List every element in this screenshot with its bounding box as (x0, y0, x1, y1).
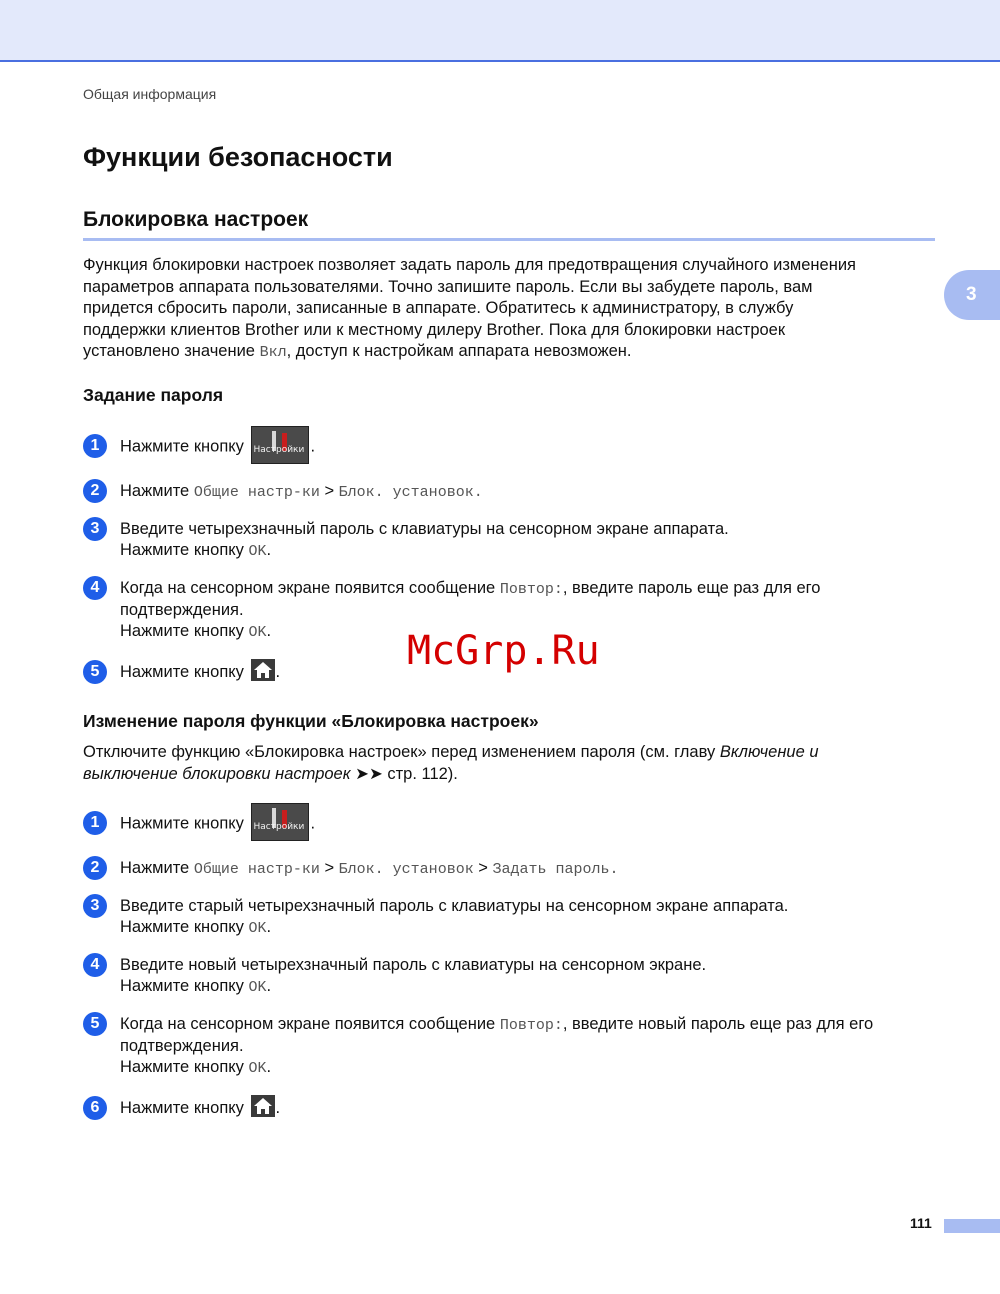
menu-code: Блок. установок (338, 861, 474, 878)
step-label: Нажмите кнопку (120, 1099, 244, 1117)
page-number-bar (944, 1219, 1000, 1233)
separator: > (473, 859, 493, 877)
step-end: . (266, 622, 272, 640)
step-line (120, 540, 940, 562)
step-end: . (609, 861, 619, 878)
subsection-title-set-password: Задание пароля (83, 385, 224, 405)
step-text (120, 955, 940, 998)
step-end: . (310, 437, 316, 456)
settings-button-icon (251, 426, 309, 464)
intro-line: поддержки клиентов Brother или к местному дилеру Brother. Пока для блокировки настроек (83, 320, 786, 339)
section-title: Блокировка настроек (83, 208, 309, 231)
step-end: . (266, 977, 272, 995)
change-note (83, 742, 819, 785)
step-text (120, 1098, 940, 1119)
step-number: 5 (83, 660, 107, 684)
home-icon (251, 659, 275, 681)
step-label: , введите новый пароль еще раз для его (562, 1015, 874, 1033)
step-number: 4 (83, 576, 107, 600)
chapter-tab (944, 270, 1000, 320)
step-line (120, 578, 940, 600)
step-line (120, 917, 940, 939)
step-label: Нажмите кнопку (120, 541, 249, 559)
step-line (120, 1014, 950, 1036)
note-text: Отключите функцию «Блокировка настроек» перед изменением пароля (см. главу (83, 743, 720, 761)
page-number: 111 (910, 1215, 932, 1231)
intro-paragraph (83, 255, 856, 364)
step-label: Нажмите кнопку (120, 814, 244, 833)
watermark: McGrp.Ru (407, 628, 600, 674)
intro-line: параметров аппарата пользователями. Точно запишите пароль. Если вы забудете пароль, вам (83, 277, 813, 296)
intro-line (83, 341, 856, 364)
page-title: Функции безопасности (83, 142, 393, 172)
step-end: . (310, 814, 316, 833)
step-end: . (275, 663, 281, 681)
message-code: Повтор: (499, 581, 563, 598)
step-number: 3 (83, 517, 107, 541)
step-text (120, 436, 940, 458)
step-label: Нажмите кнопку (120, 918, 249, 936)
step-label: Когда на сенсорном экране появится сообщение (120, 1015, 500, 1033)
step-line: Введите новый четырехзначный пароль с клавиатуры на сенсорном экране. (120, 956, 707, 974)
settings-button-label: Настройки (253, 445, 305, 455)
separator: > (319, 859, 339, 877)
step-number: 6 (83, 1096, 107, 1120)
top-banner (0, 0, 1000, 62)
ok-code: OK (248, 920, 267, 937)
note-line (83, 742, 819, 764)
intro-text: установлено значение (83, 342, 260, 360)
step-number: 5 (83, 1012, 107, 1036)
step-label: Нажмите кнопку (120, 663, 244, 681)
step-label: Нажмите кнопку (120, 622, 249, 640)
step-end: . (266, 541, 272, 559)
step-line: подтверждения. (120, 601, 244, 619)
ok-code: OK (248, 1060, 267, 1077)
menu-code: Блок. установок (338, 484, 474, 501)
intro-line: Функция блокировки настроек позволяет задать пароль для предотвращения случайного изменения (83, 256, 856, 274)
step-label: Когда на сенсорном экране появится сообщение (120, 579, 500, 597)
section-divider (83, 238, 935, 241)
note-link-text: выключение блокировки настроек (83, 764, 351, 783)
step-label: Нажмите (120, 482, 194, 500)
settings-button-icon (251, 803, 309, 841)
step-label: , введите пароль еще раз для его (562, 579, 821, 597)
step-line (120, 1057, 950, 1079)
step-line (120, 976, 940, 998)
note-text: ➤➤ стр. 112). (350, 764, 458, 783)
ok-code: OK (248, 543, 267, 560)
step-number: 1 (83, 434, 107, 458)
step-line: Введите старый четырехзначный пароль с клавиатуры на сенсорном экране аппарата. (120, 897, 789, 915)
step-label: Нажмите кнопку (120, 977, 249, 995)
menu-code: Общие настр-ки (193, 861, 320, 878)
menu-code: Задать пароль (492, 861, 610, 878)
value-code: Вкл (259, 344, 287, 361)
note-line (83, 764, 819, 786)
settings-button-label: Настройки (253, 822, 305, 832)
chapter-number: 3 (966, 284, 977, 305)
step-label: Нажмите кнопку (120, 1058, 249, 1076)
step-end: . (266, 918, 272, 936)
step-line: Введите четырехзначный пароль с клавиатуры на сенсорном экране аппарата. (120, 520, 729, 538)
step-label: Нажмите (120, 859, 194, 877)
ok-code: OK (248, 624, 267, 641)
breadcrumb: Общая информация (83, 86, 217, 102)
separator: > (319, 482, 339, 500)
step-label: Нажмите кнопку (120, 437, 244, 456)
step-number: 2 (83, 856, 107, 880)
step-text (120, 896, 940, 939)
step-number: 2 (83, 479, 107, 503)
step-line: подтверждения. (120, 1037, 244, 1055)
ok-code: OK (248, 979, 267, 996)
step-text (120, 813, 940, 835)
menu-code: Общие настр-ки (193, 484, 320, 501)
step-text (120, 1014, 950, 1079)
step-end: . (275, 1099, 281, 1117)
step-end: . (266, 1058, 272, 1076)
intro-line: придется сбросить пароли, записанные в аппарате. Обратитесь к администратору, в службу (83, 299, 794, 317)
step-text (120, 481, 940, 503)
intro-text: , доступ к настройкам аппарата невозможен. (286, 342, 632, 360)
step-number: 4 (83, 953, 107, 977)
step-number: 1 (83, 811, 107, 835)
note-link-text: Включение и (719, 743, 819, 761)
message-code: Повтор: (499, 1017, 563, 1034)
step-text (120, 519, 940, 562)
home-icon (251, 1095, 275, 1117)
step-text (120, 858, 940, 880)
subsection-title-change-password: Изменение пароля функции «Блокировка настроек» (83, 711, 539, 731)
step-end: . (473, 484, 483, 501)
step-number: 3 (83, 894, 107, 918)
